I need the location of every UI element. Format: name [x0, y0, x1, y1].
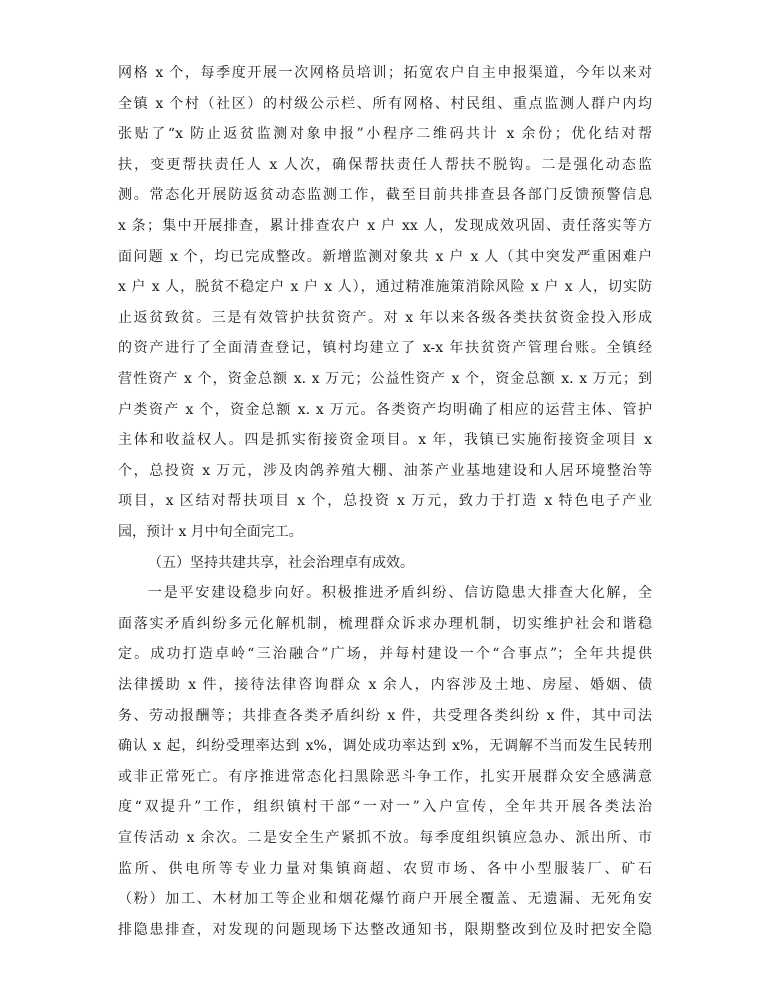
text-line: 法律援助 x 件，接待法律咨询群众 x 余人，内容涉及土地、房屋、婚姻、债 — [118, 677, 652, 693]
text-line: 全镇 x 个村（社区）的村级公示栏、所有网格、村民组、重点监测人群户内均 — [118, 95, 652, 112]
text-line: 或非正常死亡。有序推进常态化扫黑除恶斗争工作，扎实开展群众安全感满意 — [118, 768, 652, 785]
text-line: 个，总投资 x 万元，涉及肉鸽养殖大棚、油茶产业基地建设和人居环境整治等 — [118, 462, 652, 479]
text-line: 扶，变更帮扶责任人 x 人次，确保帮扶责任人帮扶不脱钩。二是强化动态监 — [118, 156, 652, 173]
text-line: 测。常态化开展防返贫动态监测工作，截至目前共排查县各部门反馈预警信息 — [118, 187, 652, 204]
text-line: 张贴了“x 防止返贫监测对象申报”小程序二维码共计 x 余份；优化结对帮 — [118, 126, 652, 143]
text-line: 定。成功打造卓岭“三治融合”广场，并每村建设一个“合事点”；全年共提供 — [118, 646, 652, 663]
text-line: 面落实矛盾纠纷多元化解机制，梳理群众诉求办理机制，切实维护社会和谐稳 — [118, 615, 652, 632]
text-line: x 条；集中开展排查，累计排查农户 x 户 xx 人，发现成效巩固、责任落实等方 — [118, 218, 652, 234]
text-line: x 户 x 人，脱贫不稳定户 x 户 x 人），通过精准施策消除风险 x 户 x 人，切实防 — [118, 279, 652, 296]
text-line: 的资产进行了全面清查登记，镇村均建立了 x-x 年扶贫资产管理台账。全镇经 — [118, 340, 652, 357]
text-line: 项目，x 区结对帮扶项目 x 个，总投资 x 万元，致力于打造 x 特色电子产业 — [118, 493, 652, 510]
text-line: 止返贫致贫。三是有效管护扶贫资产。对 x 年以来各级各类扶贫资金投入形成 — [118, 309, 652, 326]
text-line: 网格 x 个，每季度开展一次网格员培训；拓宽农户自主申报渠道，今年以来对 — [118, 65, 652, 81]
text-line: 排隐患排查，对发现的问题现场下达整改通知书，限期整改到位及时把安全隐 — [118, 921, 652, 938]
text-line: 监所、供电所等专业力量对集镇商超、农贸市场、各中小型服装厂、矿石 — [118, 860, 652, 877]
text-line: 度“双提升”工作，组织镇村干部“一对一”入户宣传，全年共开展各类法治 — [118, 799, 652, 816]
text-line: 宣传活动 x 余次。二是安全生产紧抓不放。每季度组织镇应急办、派出所、市 — [118, 830, 652, 846]
text-line: 主体和收益权人。四是抓实衔接资金项目。x 年，我镇已实施衔接资金项目 x — [118, 432, 652, 449]
text-line: （粉）加工、木材加工等企业和烟花爆竹商户开展全覆盖、无遗漏、无死角安 — [118, 891, 652, 908]
text-line: 营性资产 x 个，资金总额 x. x 万元；公益性资产 x 个，资金总额 x. x 万元；到 — [118, 371, 652, 387]
text-line: 确认 x 起，纠纷受理率达到 x%，调处成功率达到 x%，无调解不当而发生民转刑 — [118, 738, 652, 755]
text-line: 务、劳动报酬等；共排查各类矛盾纠纷 x 件，共受理各类纠纷 x 件，其中司法 — [118, 707, 652, 724]
text-line: 面问题 x 个，均已完成整改。新增监测对象共 x 户 x 人（其中突发严重困难户 — [118, 248, 652, 265]
text-line: 一是平安建设稳步向好。积极推进矛盾纠纷、信访隐患大排查大化解，全 — [148, 585, 652, 602]
text-line: 园，预计 x 月中旬全面完工。 — [118, 524, 303, 540]
section-heading: （五）坚持共建共享，社会治理卓有成效。 — [148, 554, 414, 571]
text-line: 户类资产 x 个，资金总额 x. x 万元。各类资产均明确了相应的运营主体、管护 — [118, 401, 652, 418]
